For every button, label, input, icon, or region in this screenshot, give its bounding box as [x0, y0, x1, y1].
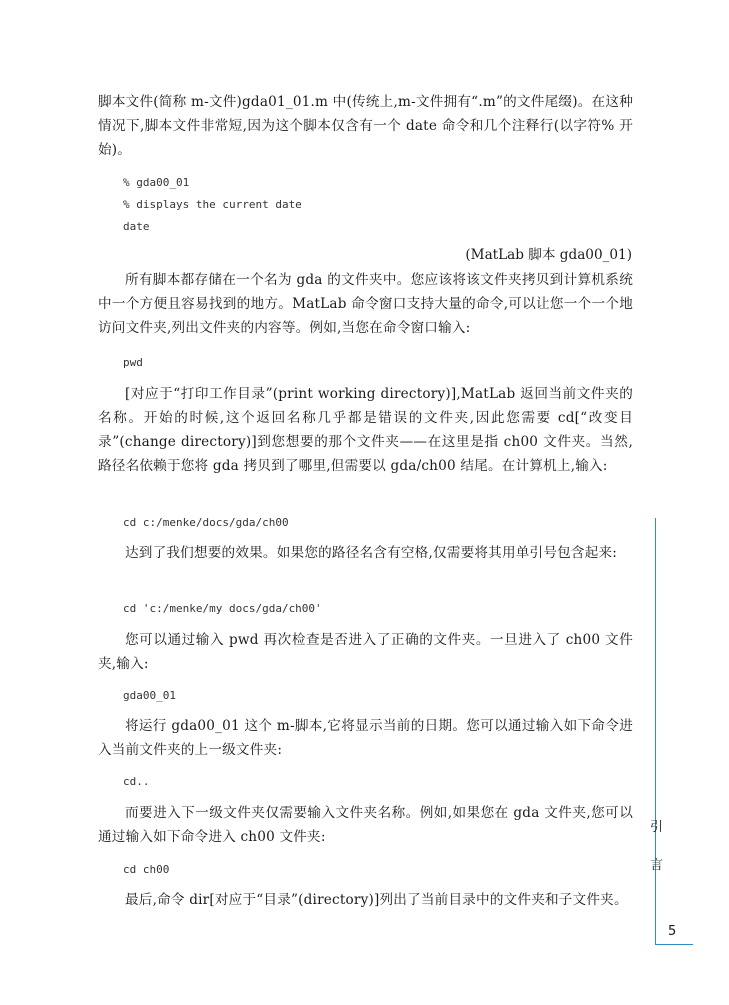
page-number-rule — [655, 944, 693, 945]
code-caption: (MatLab 脚本 gda00_01) — [465, 247, 632, 263]
paragraph: [对应于“打印工作目录”(print working directory)],MatLab 返回当前文件夹的名称。开始的时候,这个返回名称几乎都是错误的文件夹,因此您需要 cd[“改变目录”(change directory)]到您想要的那个文件夹——在这里是指 ch00 文件夹。当然,路径名依赖于您将 gda 拷贝到了哪里,但需要以 gda/ch00 结尾。在计算机上,输入: — [98, 386, 633, 474]
paragraph-intro: 脚本文件(简称 m-文件)gda01_01.m 中(传统上,m-文件拥有“.m”的文件尾缀)。在这种情况下,脚本文件非常短,因为这个脚本仅含有一个 date 命令和几个注释行(以字符% 开始)。 — [98, 94, 633, 158]
side-tab-char: 言 — [650, 858, 664, 873]
code-comment-line: % displays the current date — [123, 198, 302, 211]
paragraph: 最后,命令 dir[对应于“目录”(directory)]列出了当前目录中的文件夹和子文件夹。 — [125, 892, 628, 908]
code-line: pwd — [123, 356, 143, 369]
side-rule — [655, 518, 656, 944]
code-line: date — [123, 220, 150, 233]
page-number: 5 — [668, 924, 677, 939]
code-line: cd.. — [123, 775, 150, 788]
paragraph: 所有脚本都存储在一个名为 gda 的文件夹中。您应该将该文件夹拷贝到计算机系统中一个方便且容易找到的地方。MatLab 命令窗口支持大量的命令,可以让您一个一个地访问文件夹,列出文件夹的内容等。例如,当您在命令窗口输入: — [98, 272, 633, 336]
code-line: cd ch00 — [123, 863, 170, 876]
paragraph: 将运行 gda00_01 这个 m-脚本,它将显示当前的日期。您可以通过输入如下命令进入当前文件夹的上一级文件夹: — [98, 718, 633, 758]
paragraph: 达到了我们想要的效果。如果您的路径名含有空格,仅需要将其用单引号包含起来: — [125, 545, 618, 561]
code-comment-line: % gda00_01 — [123, 176, 190, 189]
paragraph: 您可以通过输入 pwd 再次检查是否进入了正确的文件夹。一旦进入了 ch00 文件夹,输入: — [98, 632, 633, 672]
code-line: cd 'c:/menke/my docs/gda/ch00' — [123, 602, 322, 615]
side-tab-char: 引 — [650, 820, 664, 835]
paragraph: 而要进入下一级文件夹仅需要输入文件夹名称。例如,如果您在 gda 文件夹,您可以通过输入如下命令进入 ch00 文件夹: — [98, 805, 633, 845]
code-line: gda00_01 — [123, 689, 176, 702]
code-line: cd c:/menke/docs/gda/ch00 — [123, 516, 289, 529]
